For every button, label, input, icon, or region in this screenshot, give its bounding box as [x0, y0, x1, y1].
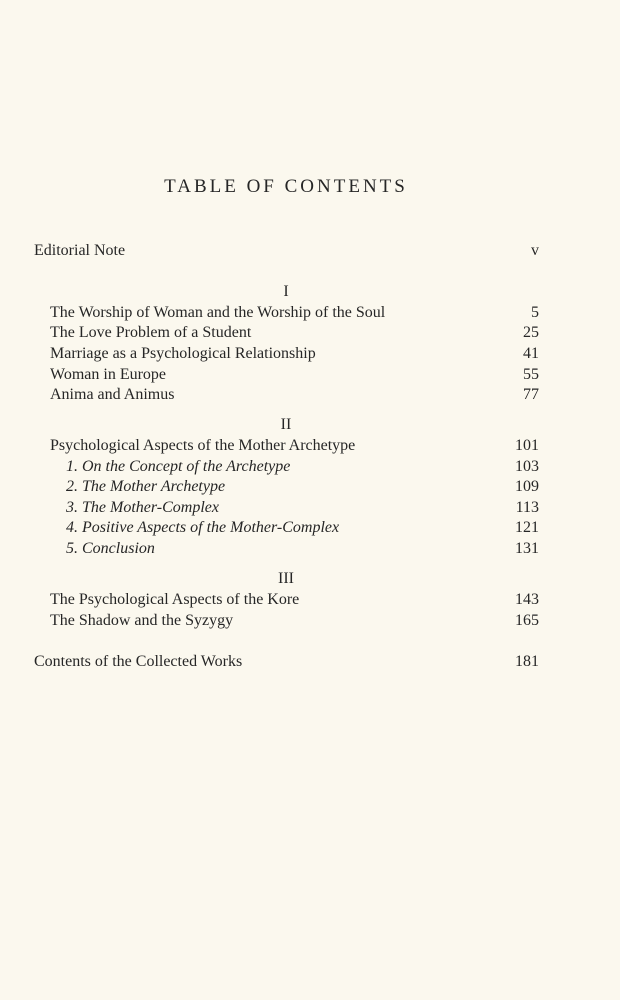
subentry-number: 2.: [66, 478, 78, 495]
toc-entry-label: On the Concept of the Archetype: [82, 458, 291, 475]
subentry-number: 3.: [66, 499, 78, 516]
toc-page-number: 181: [515, 653, 539, 670]
toc-entry-label: Contents of the Collected Works: [34, 653, 243, 670]
toc-page-number: 109: [515, 478, 539, 495]
toc-entry-label: Anima and Animus: [50, 386, 175, 403]
toc-page-number: 121: [515, 519, 539, 536]
toc-page-number: 41: [523, 345, 539, 362]
page-title: TABLE OF CONTENTS: [164, 176, 408, 197]
toc-page-number: 77: [523, 386, 539, 403]
part-numeral-iii: III: [278, 570, 294, 587]
toc-entry-label: The Worship of Woman and the Worship of the Soul: [50, 304, 386, 321]
toc-entry-label: The Shadow and the Syzygy: [50, 612, 234, 629]
subentry-number: 1.: [66, 458, 78, 475]
part-numeral-ii: II: [280, 416, 292, 433]
toc-page-number: 55: [523, 366, 539, 383]
toc-entry-label: Conclusion: [82, 540, 155, 557]
toc-page-number: 143: [515, 591, 539, 608]
toc-entry-label: The Mother-Complex: [82, 499, 219, 516]
subentry-number: 4.: [66, 519, 78, 536]
toc-entry-label: Psychological Aspects of the Mother Archetype: [50, 437, 356, 454]
toc-page-number: 25: [523, 324, 539, 341]
part-numeral-i: I: [283, 283, 289, 300]
toc-page-number: 103: [515, 458, 539, 475]
subentry-number: 5.: [66, 540, 78, 557]
toc-page-number: 113: [515, 499, 539, 516]
toc-entry-label: The Mother Archetype: [82, 478, 226, 495]
toc-page-number: 131: [515, 540, 539, 557]
toc-page-number: v: [531, 242, 539, 259]
toc-page-number: 101: [515, 437, 539, 454]
toc-page-number: 165: [515, 612, 539, 629]
toc-entry-label: The Psychological Aspects of the Kore: [50, 591, 300, 608]
toc-entry-label: Positive Aspects of the Mother-Complex: [82, 519, 340, 536]
toc-entry-label: Woman in Europe: [50, 366, 167, 383]
toc-entry-label: Editorial Note: [34, 242, 126, 259]
toc-entry-label: Marriage as a Psychological Relationship: [50, 345, 316, 362]
toc-page-number: 5: [531, 304, 539, 321]
toc-entry-label: The Love Problem of a Student: [50, 324, 252, 341]
